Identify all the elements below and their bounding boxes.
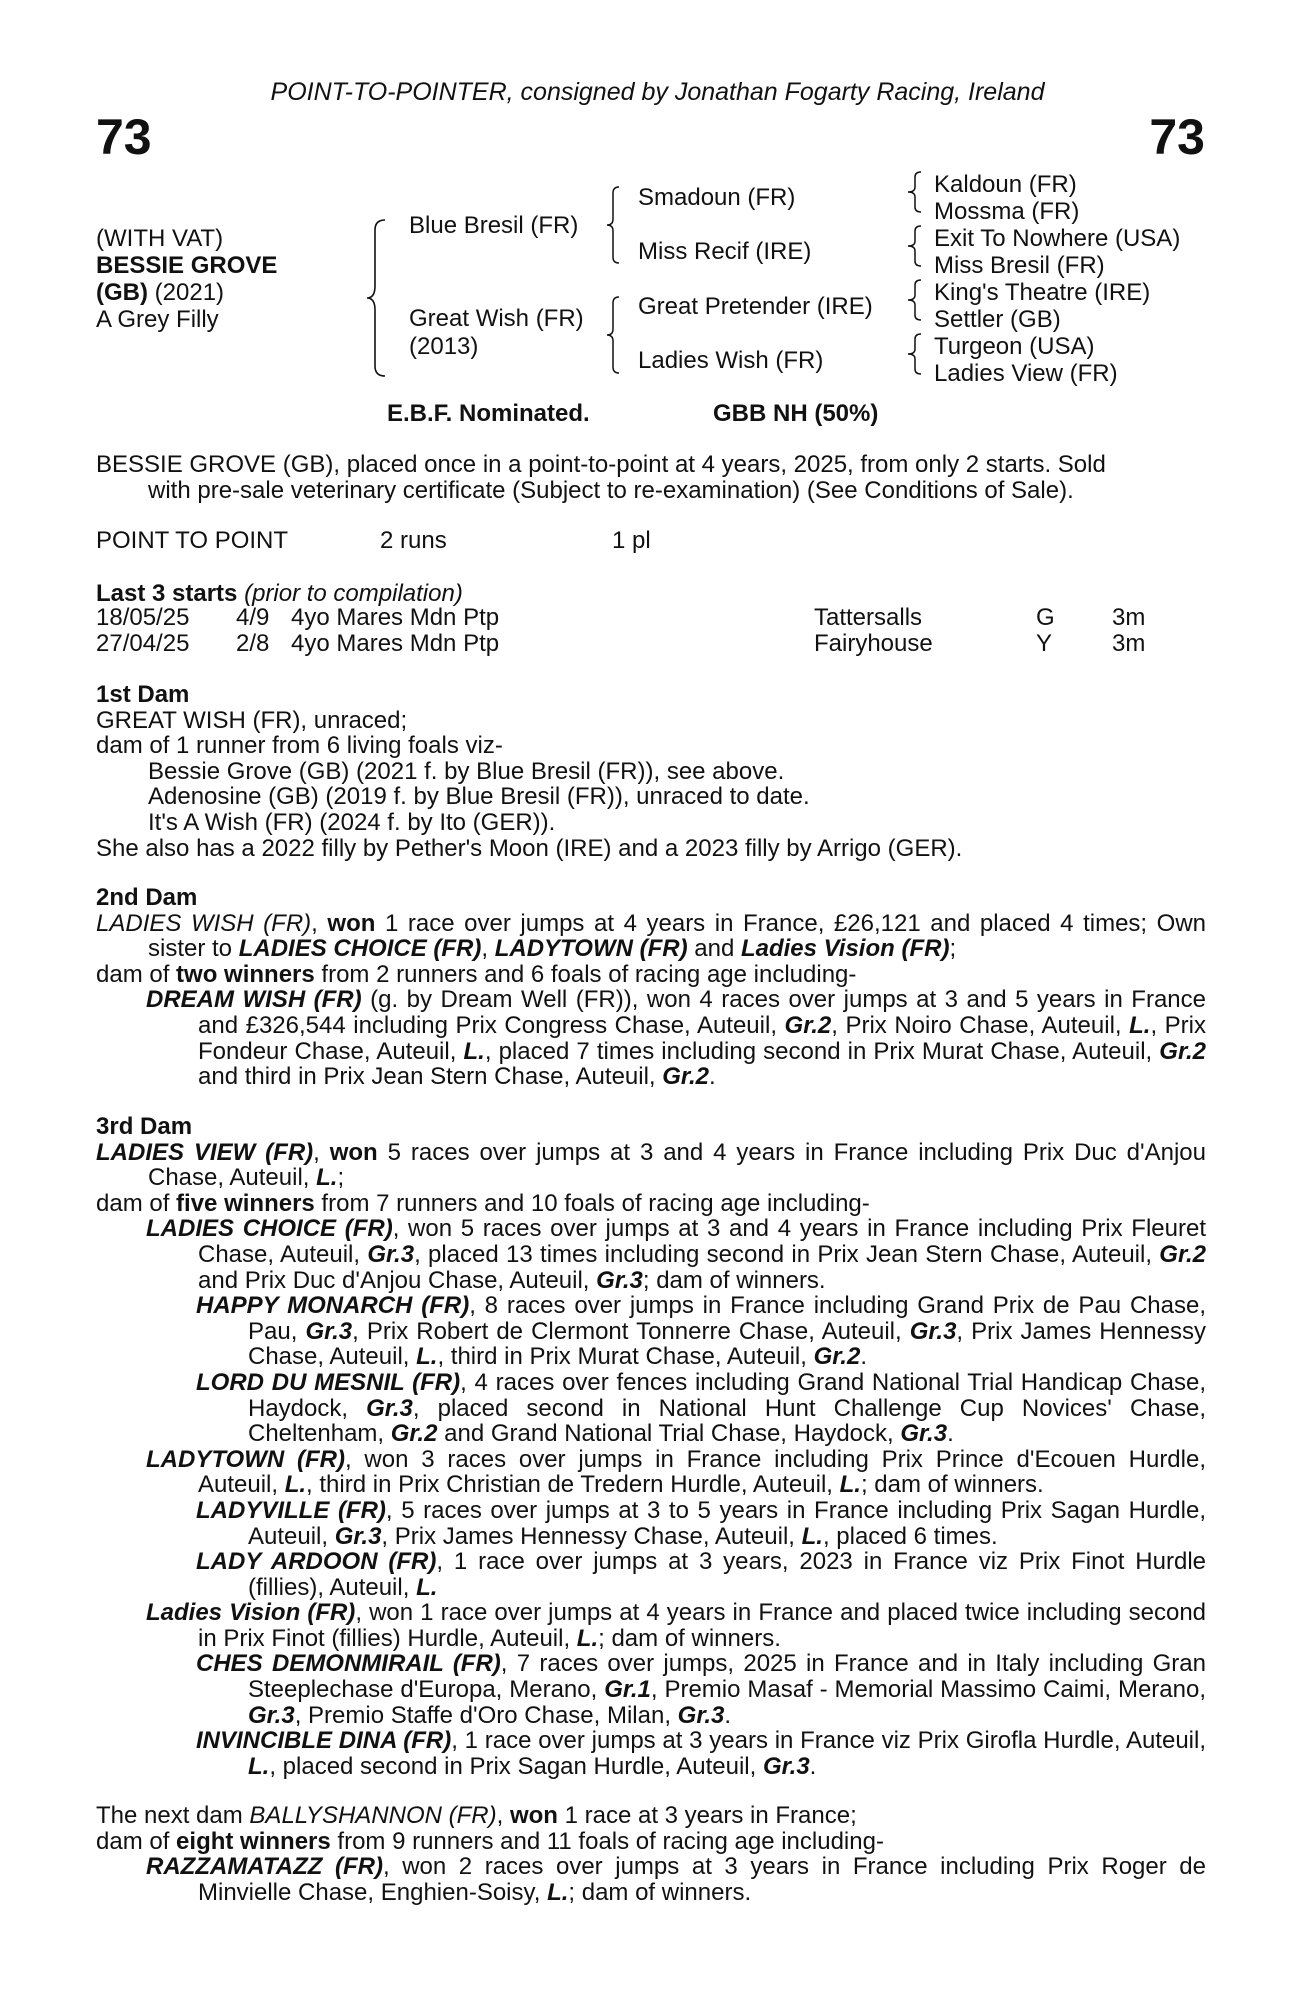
second-dam-heading: 2nd Dam — [96, 884, 198, 911]
second-dam-para: LADIES WISH (FR), won 1 race over jumps at 4 years in France, £26,121 and placed 4 times; Own sister to LADIES CHOICE (FR), LADYTOWN (FR) and Ladies Vision (FR); — [96, 909, 1207, 963]
third-dam-produce: dam of five winners from 7 runners and 10 foals of racing age including- — [96, 1189, 870, 1217]
horse-identity — [96, 225, 277, 333]
gg-1: Kaldoun (FR) — [934, 171, 1077, 198]
start-course: Tattersalls — [814, 604, 923, 631]
ladyville-entry: LADYVILLE (FR), 5 races over jumps at 3 to 5 years in France including Prix Sagan Hurdle, Auteuil, Gr.3, Prix James Hennessy Chase, Auteuil, L., placed 6 times. — [196, 1496, 1206, 1550]
pedigree-brace-main — [365, 218, 395, 378]
dam-dam: Ladies Wish (FR) — [638, 347, 824, 374]
first-dam-line-3: Bessie Grove (GB) (2021 f. by Blue Bresil (FR)), see above. — [148, 757, 785, 785]
first-dam-heading: 1st Dam — [96, 681, 190, 708]
pedigree-brace-sire — [605, 185, 625, 265]
vat-label: (WITH VAT) — [96, 225, 224, 252]
first-dam-line-6: She also has a 2022 filly by Pether's Moon (IRE) and a 2023 filly by Arrigo (GER). — [96, 834, 963, 862]
horse-origin: (GB) — [96, 279, 148, 306]
gg-5: King's Theatre (IRE) — [934, 279, 1151, 306]
gbb-nomination: GBB NH (50%) — [713, 400, 879, 427]
sire: Blue Bresil (FR) — [409, 212, 579, 239]
pedigree-brace-g34 — [905, 224, 927, 268]
lot-number-right: 73 — [1149, 109, 1205, 165]
summary-line-1: BESSIE GROVE (GB), placed once in a point-to-point at 4 years, 2025, from only 2 starts. Sold — [96, 451, 1106, 478]
third-dam-name: LADIES VIEW (FR) — [96, 1138, 314, 1166]
horse-description: A Grey Filly — [96, 306, 219, 333]
ladytown-entry: LADYTOWN (FR), won 3 races over jumps in France including Prix Prince d'Ecouen Hurdle, Auteuil, L., third in Prix Christian de Tredern Hurdle, Auteuil, L.; dam of winners. — [146, 1445, 1207, 1499]
gg-8: Ladies View (FR) — [934, 360, 1118, 387]
second-dam-name: LADIES WISH (FR) — [96, 909, 312, 937]
pedigree-brace-g56 — [905, 278, 927, 322]
sire-sire: Smadoun (FR) — [638, 184, 796, 211]
happy-monarch-entry: HAPPY MONARCH (FR), 8 races over jumps in France including Grand Prix de Pau Chase, Pau, Gr.3, Prix Robert de Clermont Tonnerre Chase, Auteuil, Gr.3, Prix James Hennessy Chase, Auteuil, L., third in Prix Murat Chase, Auteuil, Gr.2. — [196, 1292, 1206, 1371]
dam: Great Wish (FR) — [409, 305, 584, 332]
start-course: Fairyhouse — [814, 629, 933, 657]
third-dam-section — [96, 1114, 1206, 1779]
summary — [96, 452, 1206, 503]
third-dam-heading: 3rd Dam — [96, 1113, 193, 1140]
table-row — [96, 605, 1145, 631]
gg-4: Miss Bresil (FR) — [934, 252, 1105, 279]
lot-number-left: 73 — [96, 109, 152, 165]
ches-demonmirail-entry: CHES DEMONMIRAIL (FR), 7 races over jumps, 2025 in France and in Italy including Gran Steeplechase d'Europa, Merano, Gr.1, Premio Masaf - Memorial Massimo Caimi, Merano, Gr.3, Premio Staffe d'Oro Chase, Milan, Gr.3. — [196, 1650, 1206, 1729]
next-dam-para: The next dam BALLYSHANNON (FR), won 1 race at 3 years in France; — [96, 1802, 857, 1829]
horse-year: (2021) — [154, 279, 225, 306]
second-dam-produce: dam of two winners from 2 runners and 6 foals of racing age including- — [96, 960, 857, 988]
start-pos: 2/8 — [236, 629, 270, 657]
horse-name: BESSIE GROVE — [96, 252, 278, 279]
last-starts-note: (prior to compilation) — [244, 580, 463, 607]
table-row — [96, 631, 1145, 657]
first-dam-line-4: Adenosine (GB) (2019 f. by Blue Bresil (FR)), unraced to date. — [148, 783, 810, 811]
lord-du-mesnil-entry: LORD DU MESNIL (FR), 4 races over fences including Grand National Trial Handicap Chase, Haydock, Gr.3, placed second in National Hunt Challenge Cup Novices' Chase, Cheltenham, Gr.2 and Grand National Trial Chase, Haydock, Gr.3. — [196, 1368, 1207, 1448]
first-dam-line-2: dam of 1 runner from 6 living foals viz- — [96, 732, 503, 760]
last-starts-title: Last 3 starts — [96, 580, 238, 607]
ebf-nomination: E.B.F. Nominated. — [387, 400, 590, 427]
dam-sire: Great Pretender (IRE) — [638, 293, 873, 320]
lady-ardoon-entry: LADY ARDOON (FR), 1 race over jumps at 3 years, 2023 in France viz Prix Finot Hurdle (fillies), Auteuil, L. — [196, 1548, 1207, 1601]
next-dam-produce: dam of eight winners from 9 runners and 11 foals of racing age including- — [96, 1827, 884, 1855]
start-race: 4yo Mares Mdn Ptp — [291, 629, 500, 657]
razzamatazz-entry: RAZZAMATAZZ (FR), won 2 races over jumps at 3 years in France including Prix Roger de Minvielle Chase, Enghien-Soisy, L.; dam of winners. — [146, 1853, 1206, 1906]
starts-table — [96, 605, 1145, 656]
second-dam-section — [96, 885, 1206, 1090]
page-header: POINT-TO-POINTER, consigned by Jonathan Fogarty Racing, Ireland — [270, 78, 1045, 106]
gg-6: Settler (GB) — [934, 306, 1061, 333]
pedigree-brace-g12 — [905, 170, 927, 214]
first-dam-line-1: GREAT WISH (FR), unraced; — [96, 706, 408, 734]
record-placed: 1 pl — [612, 527, 651, 554]
first-dam-section — [96, 682, 1206, 861]
pedigree-brace-g78 — [905, 332, 927, 376]
pedigree-brace-dam — [605, 295, 625, 375]
invincible-dina-entry: INVINCIBLE DINA (FR), 1 race over jumps at 3 years in France viz Prix Girofla Hurdle, Auteuil, L., placed second in Prix Sagan Hurdle, Auteuil, Gr.3. — [196, 1727, 1207, 1780]
dam-year: (2013) — [409, 333, 479, 360]
gg-3: Exit To Nowhere (USA) — [934, 225, 1181, 252]
start-date: 27/04/25 — [96, 629, 190, 657]
gg-2: Mossma (FR) — [934, 198, 1080, 225]
start-pos: 4/9 — [236, 604, 270, 631]
ladies-choice-entry: LADIES CHOICE (FR), won 5 races over jumps at 3 and 4 years in France including Prix Fleuret Chase, Auteuil, Gr.3, placed 13 times including second in Prix Jean Stern Chase, Auteuil, Gr.2 and Prix Duc d'Anjou Chase, Auteuil, Gr.3; dam of winners. — [146, 1215, 1206, 1294]
start-dist: 3m — [1112, 604, 1146, 631]
gg-7: Turgeon (USA) — [934, 333, 1095, 360]
next-dam-name: BALLYSHANNON (FR) — [249, 1802, 497, 1829]
first-dam-line-5: It's A Wish (FR) (2024 f. by Ito (GER)). — [148, 808, 556, 836]
ladies-vision-entry: Ladies Vision (FR), won 1 race over jumps at 4 years in France and placed twice including second in Prix Finot (fillies) Hurdle, Auteuil, L.; dam of winners. — [146, 1599, 1207, 1652]
start-going: Y — [1036, 629, 1053, 657]
start-going: G — [1036, 604, 1055, 631]
summary-line-2: with pre-sale veterinary certificate (Subject to re-examination) (See Conditions of Sale). — [148, 476, 1074, 504]
start-date: 18/05/25 — [96, 604, 190, 631]
start-race: 4yo Mares Mdn Ptp — [291, 604, 500, 631]
sire-dam: Miss Recif (IRE) — [638, 238, 812, 265]
start-dist: 3m — [1112, 629, 1146, 657]
dream-wish-entry: DREAM WISH (FR) (g. by Dream Well (FR)), won 4 races over jumps at 3 and 5 years in France and £326,544 including Prix Congress Chase, Auteuil, Gr.2, Prix Noiro Chase, Auteuil, L., Prix Fondeur Chase, Auteuil, L., placed 7 times including second in Prix Murat Chase, Auteuil, Gr.2 and third in Prix Jean Stern Chase, Auteuil, Gr.2. — [146, 986, 1207, 1091]
record-runs: 2 runs — [380, 527, 447, 554]
next-dam-section — [96, 1803, 1206, 1905]
third-dam-para: LADIES VIEW (FR), won 5 races over jumps at 3 and 4 years in France including Prix Duc d'Anjou Chase, Auteuil, L.; — [96, 1138, 1206, 1192]
record-label: POINT TO POINT — [96, 527, 289, 554]
